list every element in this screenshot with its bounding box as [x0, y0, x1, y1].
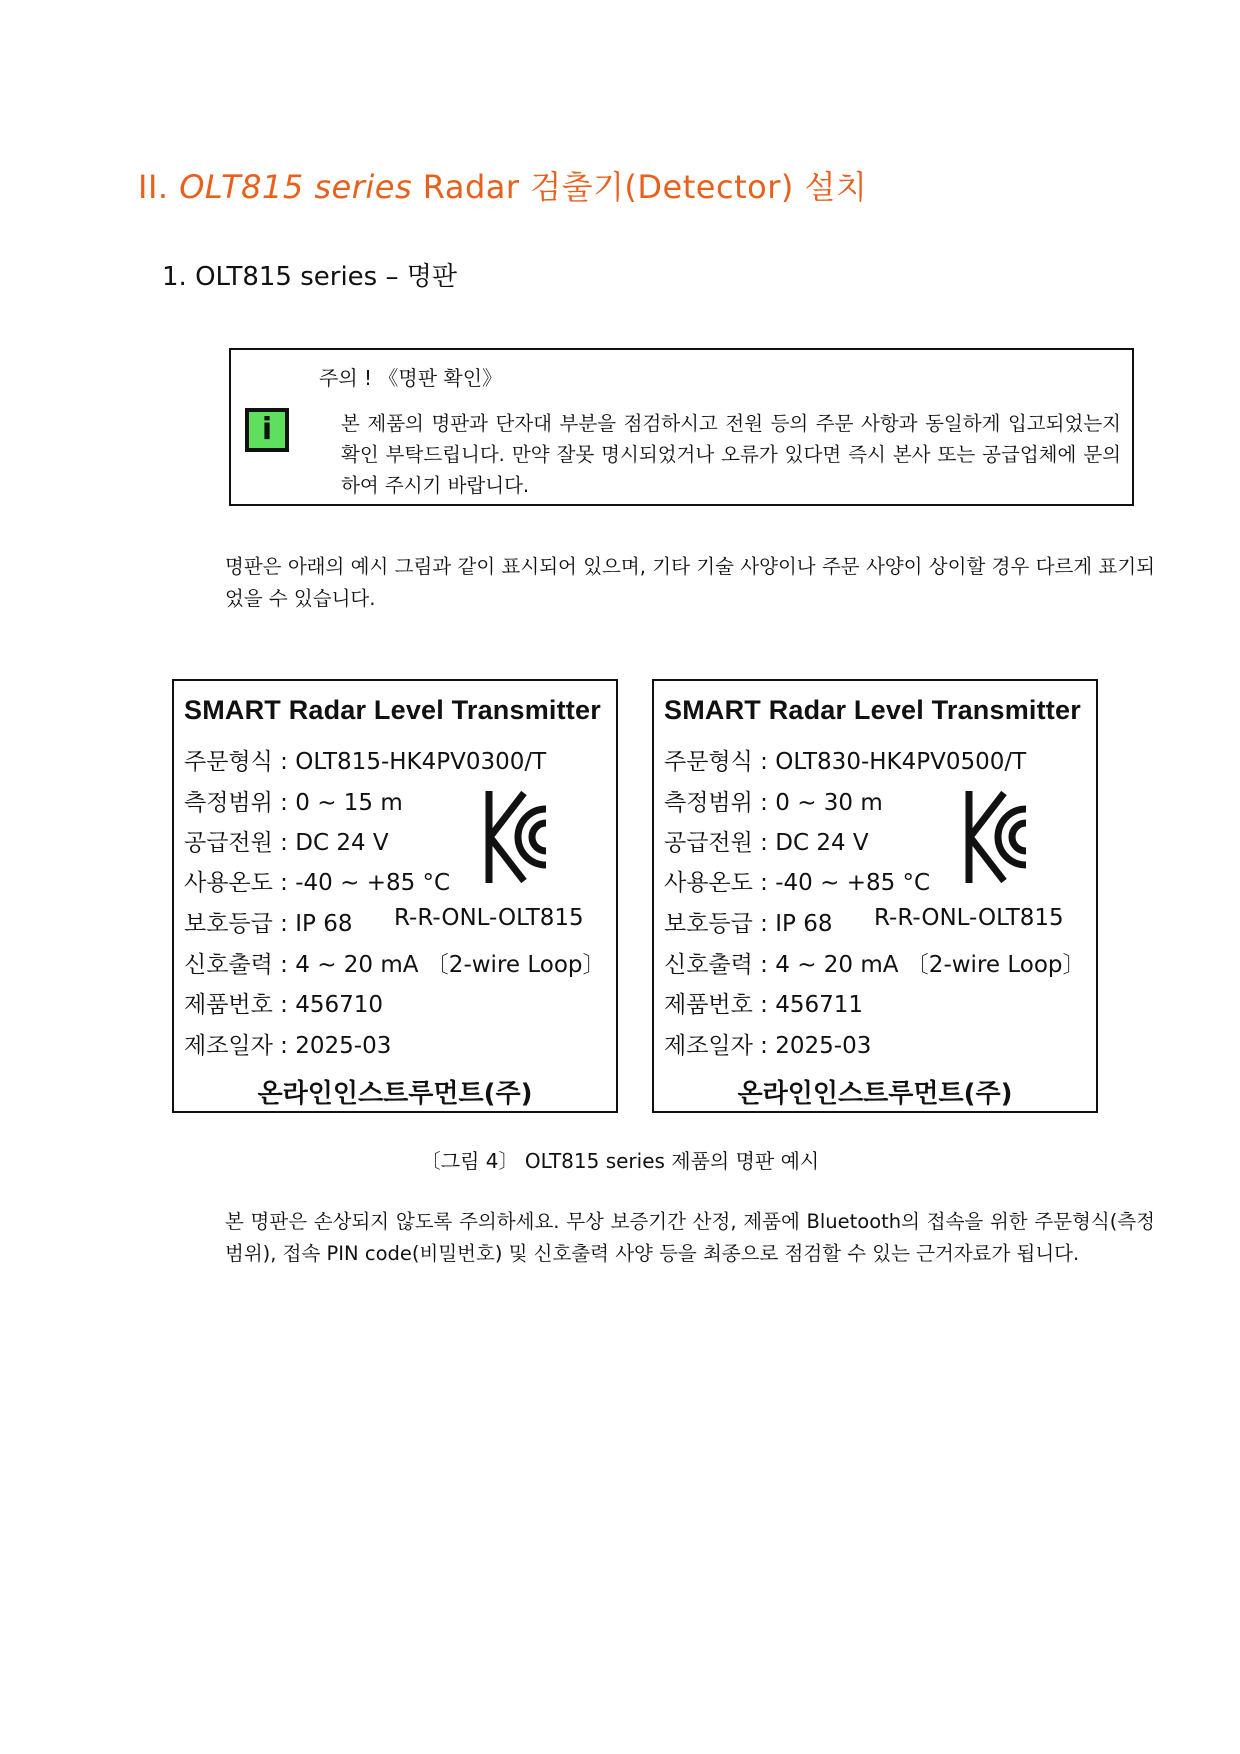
row-key: 신호출력 [184, 952, 273, 978]
certification-number: R-R-ONL-OLT815 [394, 905, 584, 931]
row-key: 보호등급 [184, 911, 273, 937]
row-key: 측정범위 [664, 790, 753, 816]
row-value: 0 ~ 15 m [295, 790, 403, 816]
nameplate-row: 제조일자 : 2025-03 [664, 1027, 871, 1060]
notice-title: 주의 ! 《명판 확인》 [319, 366, 503, 390]
row-key: 주문형식 [184, 749, 273, 775]
chapter-title-rest: Radar 검출기(Detector) 설치 [422, 168, 868, 206]
nameplate-row: 제품번호 : 456711 [664, 986, 863, 1019]
row-key: 공급전원 [184, 830, 273, 856]
row-key: 주문형식 [664, 749, 753, 775]
row-key: 사용온도 [664, 870, 753, 896]
row-value: 456710 [295, 992, 384, 1018]
row-key: 제품번호 [664, 992, 753, 1018]
row-value: 0 ~ 30 m [775, 790, 883, 816]
chapter-model: OLT815 series [179, 168, 413, 206]
nameplate-row: 보호등급 : IP 68 [664, 905, 832, 938]
kc-mark-icon [964, 787, 1030, 887]
nameplate-row: 사용온도 : -40 ~ +85 °C [664, 864, 930, 897]
outro-paragraph: 본 명판은 손상되지 않도록 주의하세요. 무상 보증기간 산정, 제품에 Bluetooth의 접속을 위한 주문형식(측정범위), 접속 PIN code(비밀번호) 및 신호출력 사양 등을 최종으로 점검할 수 있는 근거자료가 됩니다. [225, 1210, 1155, 1265]
nameplate-row: 주문형식 : OLT815-HK4PV0300/T [184, 743, 546, 776]
row-key: 공급전원 [664, 830, 753, 856]
nameplate-row: 주문형식 : OLT830-HK4PV0500/T [664, 743, 1026, 776]
row-key: 보호등급 [664, 911, 753, 937]
row-value: 2025-03 [295, 1033, 392, 1059]
nameplate-row: 보호등급 : IP 68 [184, 905, 352, 938]
nameplate-title: SMART Radar Level Transmitter [184, 695, 601, 725]
nameplate-title: SMART Radar Level Transmitter [664, 695, 1081, 725]
row-value: 456711 [775, 992, 864, 1018]
info-icon: i [245, 408, 289, 452]
row-key: 제조일자 [184, 1033, 273, 1059]
nameplate-row: 신호출력 : 4 ~ 20 mA 〔2-wire Loop〕 [184, 946, 606, 979]
nameplate-row: 공급전원 : DC 24 V [184, 824, 389, 857]
notice-body: 본 제품의 명판과 단자대 부분을 점검하시고 전원 등의 주문 사항과 동일하게 입고되었는지 확인 부탁드립니다. 만약 잘못 명시되었거나 오류가 있다면 즉시 본사 또는 공급업체에 문의하여 주시기 바랍니다. [341, 412, 1121, 497]
row-value: DC 24 V [775, 830, 869, 856]
certification-number: R-R-ONL-OLT815 [874, 905, 1064, 931]
notice-box [229, 348, 1134, 506]
row-value: 2025-03 [775, 1033, 872, 1059]
chapter-heading [138, 162, 867, 208]
row-value: OLT830-HK4PV0500/T [775, 749, 1027, 775]
nameplate-1 [172, 679, 618, 1113]
kc-mark-icon [484, 787, 550, 887]
nameplate-row: 공급전원 : DC 24 V [664, 824, 869, 857]
row-value: 4 ~ 20 mA 〔2-wire Loop〕 [295, 952, 606, 978]
figure-caption: 〔그림 4〕 OLT815 series 제품의 명판 예시 [420, 1149, 820, 1173]
nameplate-row: 신호출력 : 4 ~ 20 mA 〔2-wire Loop〕 [664, 946, 1086, 979]
row-key: 측정범위 [184, 790, 273, 816]
row-key: 제조일자 [664, 1033, 753, 1059]
row-value: -40 ~ +85 °C [295, 870, 451, 896]
section-title: 1. OLT815 series – 명판 [162, 262, 457, 292]
row-value: DC 24 V [295, 830, 389, 856]
intro-paragraph: 명판은 아래의 예시 그림과 같이 표시되어 있으며, 기타 기술 사양이나 주문 사양이 상이할 경우 다르게 표기되었을 수 있습니다. [225, 555, 1155, 610]
row-key: 신호출력 [664, 952, 753, 978]
row-value: IP 68 [775, 911, 833, 937]
nameplate-row: 제조일자 : 2025-03 [184, 1027, 391, 1060]
row-value: 4 ~ 20 mA 〔2-wire Loop〕 [775, 952, 1086, 978]
manufacturer-name: 온라인인스트루먼트(주) [257, 1079, 533, 1109]
row-value: -40 ~ +85 °C [775, 870, 931, 896]
nameplate-2 [652, 679, 1098, 1113]
chapter-numeral: II. [138, 168, 169, 206]
manufacturer-name: 온라인인스트루먼트(주) [737, 1079, 1013, 1109]
nameplate-row: 제품번호 : 456710 [184, 986, 383, 1019]
row-value: OLT815-HK4PV0300/T [295, 749, 547, 775]
nameplate-row: 사용온도 : -40 ~ +85 °C [184, 864, 450, 897]
row-value: IP 68 [295, 911, 353, 937]
nameplate-row: 측정범위 : 0 ~ 30 m [664, 784, 883, 817]
row-key: 사용온도 [184, 870, 273, 896]
nameplate-row: 측정범위 : 0 ~ 15 m [184, 784, 403, 817]
row-key: 제품번호 [184, 992, 273, 1018]
